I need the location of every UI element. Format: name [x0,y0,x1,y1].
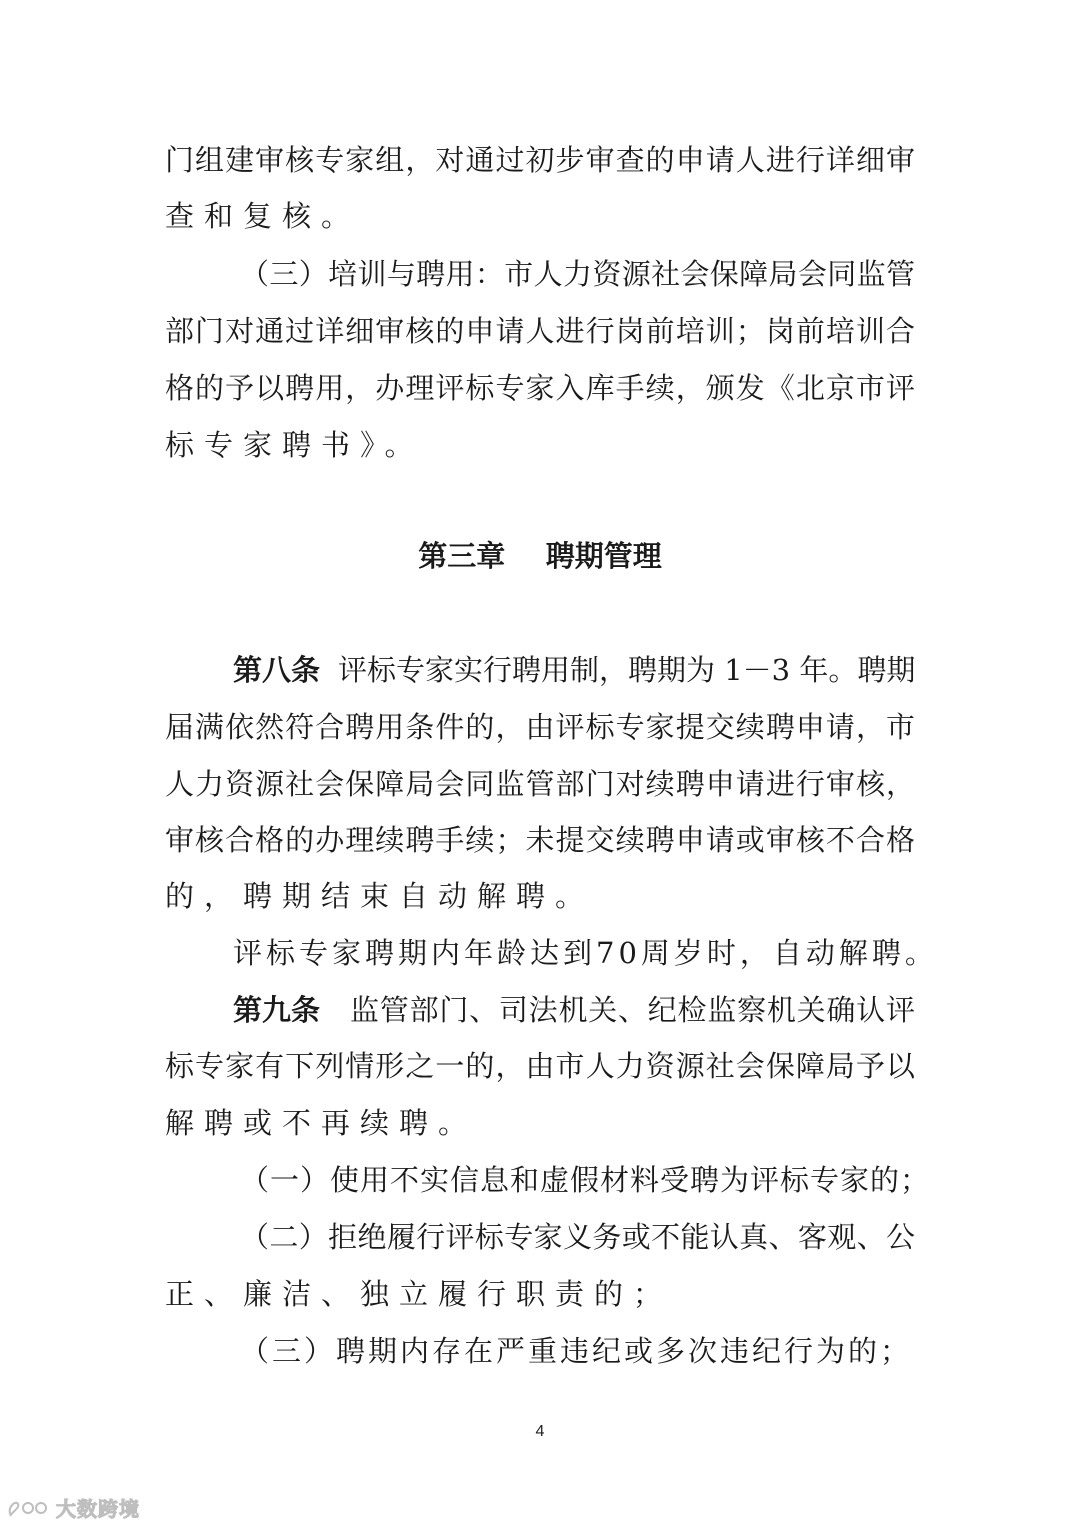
article-9-first-line [233,990,915,1030]
paragraph-line: 审核合格的办理续聘手续；未提交续聘申请或审核不合格 [165,823,915,857]
paragraph-line: 部门对通过详细审核的申请人进行岗前培训；岗前培训合 [165,314,915,348]
chapter-number: 第三章 [418,539,506,573]
list-item: （三）聘期内存在严重违纪或多次违纪行为的； [240,1334,913,1368]
paragraph-line: 届满依然符合聘用条件的，由评标专家提交续聘申请，市 [165,710,915,744]
watermark-text: 大数跨境 [56,1496,140,1521]
paragraph-line: 监管部门、司法机关、纪检监察机关确认评 [350,993,915,1027]
paragraph-line: 标专家有下列情形之一的，由市人力资源社会保障局予以 [165,1049,915,1083]
paragraph-line: 格的予以聘用，办理评标专家入库手续，颁发《北京市评 [165,371,915,405]
article-8-first-line [233,650,915,690]
paragraph-line: 评标专家实行聘用制，聘期为 1－3 年。聘期 [338,653,916,687]
watermark [6,1492,140,1522]
age-rule-paragraph: 评标专家聘期内年龄达到70周岁时，自动解聘。 [233,936,938,970]
article-8-label: 第八条 [233,653,321,687]
list-item-continuation: 正、廉洁、独立履行职责的； [165,1277,673,1311]
article-9-label: 第九条 [233,993,321,1027]
paragraph-line: 门组建审核专家组，对通过初步审查的申请人进行详细审 [165,143,915,177]
paragraph-line: 的，聘期结束自动解聘。 [165,879,595,913]
list-item: （二）拒绝履行评标专家义务或不能认真、客观、公 [240,1220,915,1254]
chapter-title: 聘期管理 [545,539,662,573]
chapter-heading [0,536,1080,576]
paragraph-line: （三）培训与聘用：市人力资源社会保障局会同监管 [240,257,915,291]
paragraph-line: 标专家聘书》。 [165,428,424,462]
page-number: 4 [535,1423,545,1440]
paragraph-line: 解聘或不再续聘。 [165,1106,478,1140]
paragraph-line: 查和复核。 [165,199,361,233]
watermark-logo-icon [6,1494,52,1520]
paragraph-line: 人力资源社会保障局会同监管部门对续聘申请进行审核， [165,767,915,801]
list-item: （一）使用不实信息和虚假材料受聘为评标专家的； [240,1163,931,1197]
